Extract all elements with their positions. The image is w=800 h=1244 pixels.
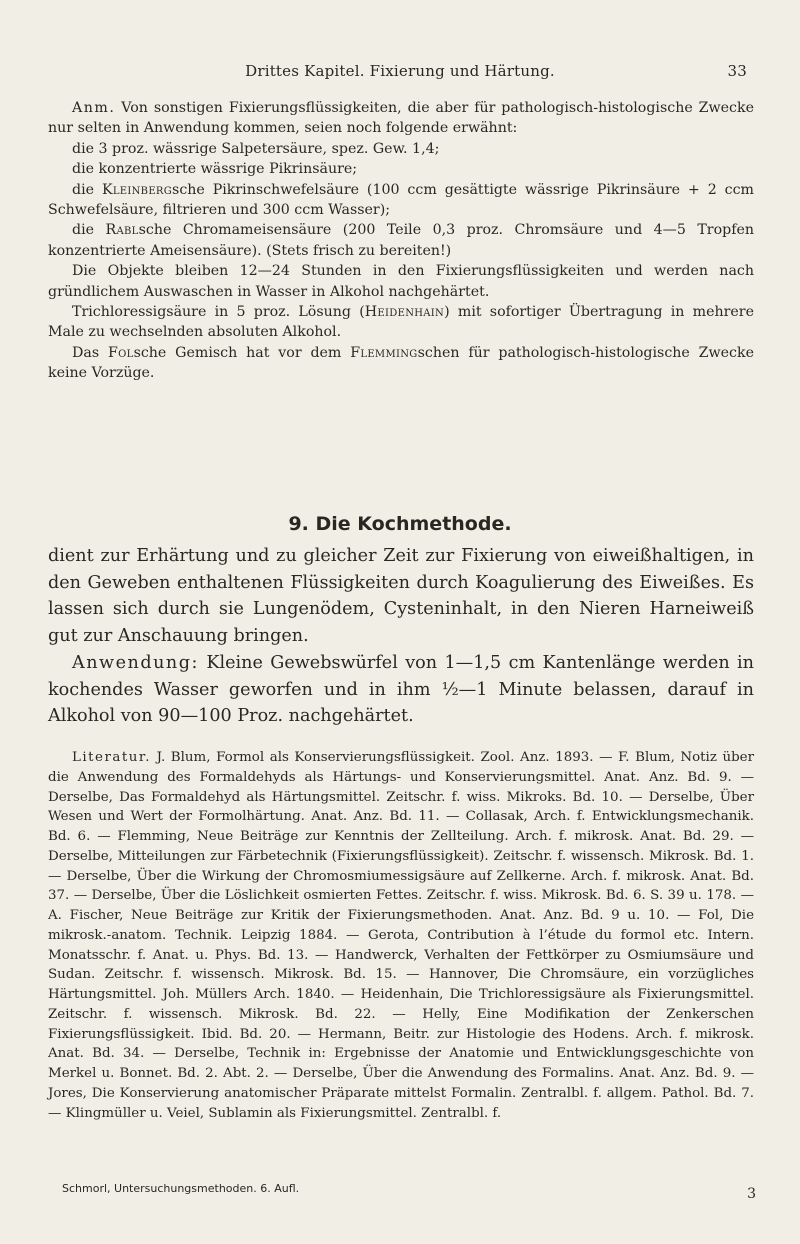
literature-label: Literatur.	[72, 750, 152, 765]
list-item-prefix: die	[72, 181, 102, 198]
anwendung-paragraph	[48, 650, 754, 730]
list-item: die konzentrierte wässrige Pikrinsäure;	[72, 161, 358, 178]
author-name: Fol	[107, 344, 134, 361]
literature-text: J. Blum, Formol als Konservierungsflüssigkeit. Zool. Anz. 1893. — F. Blum, Notiz über die Anwendung des Formaldehyds als Härtungs- und Konservierungsmittel. Anat. Anz. Bd. 9. — Derselbe, Das Formaldehyd als Härtungsmittel. Zeitschr. f. wiss. Mikroks. Bd. 10. — Derselbe, Über Wesen und Wert der Formolhärtung. Anat. Anz. Bd. 11. — Collasak, Arch. f. Entwicklungsmechanik. Bd. 6. — Flemming, Neue Beiträge zur Kenntnis der Zellteilung. Arch. f. mikrosk. Anat. Bd. 29. — Derselbe, Mitteilungen zur Färbetechnik (Fixierungsflüssigkeit). Zeitschr. f. wissensch. Mikrosk. Bd. 1. — Derselbe, Über die Wirkung der Chromosmiumessigsäure auf Zellkerne. Arch. f. mikrosk. Anat. Bd. 37. — Derselbe, Über die Löslichkeit osmierten Fettes. Zeitschr. f. wiss. Mikrosk. Bd. 6. S. 39 u. 178. — A. Fischer, Neue Beiträge zur Kritik der Fixierungsmethoden. Anat. Anz. Bd. 9 u. 10. — Fol, Die mikrosk.-anatom. Technik. Leipzig 1884. — Gerota, Contribution à l’étude du formol etc. Intern. Monatsschr. f. Anat. u. Phys. Bd. 13. — Handwerck, Verhalten der Fettkörper zu Osmiumsäure und Sudan. Zeitschr. f. wissensch. Mikrosk. Bd. 15. — Hannover, Die Chromsäure, ein vorzügliches Härtungsmittel. Joh. Müllers Arch. 1840. — Heidenhain, Die Trichloressigsäure als Fixierungsmittel. Zeitschr. f. wissensch. Mikrosk. Bd. 22. — Helly, Eine Modifikation der Zenkerschen Fixierungsflüssigkeit. Ibid. Bd. 20. — Hermann, Beitr. zur Histologie des Hodens. Arch. f. mikrosk. Anat. Bd. 34. — Derselbe, Technik in: Ergebnisse der Anatomie und Entwicklungsgeschichte von Merkel u. Bonnet. Bd. 2. Abt. 2. — Derselbe, Über die Anwendung des Formalins. Anat. Anz. Bd. 9. — Jores, Die Konservierung anatomischer Präparate mittelst Formalin. Zentralbl. f. allgem. Pathol. Bd. 7. — Klingmüller u. Veiel, Sublamin als Fixierungsmittel. Zentralbl. f.	[48, 750, 754, 1121]
printer-signature: Schmorl, Untersuchungsmethoden. 6. Aufl.	[62, 1182, 300, 1195]
author-name: Heidenhain	[364, 304, 445, 321]
list-item-text: sche Pikrinschwefelsäure (100 ccm gesättigte wässrige Pikrinsäure + 2 ccm Schwefelsäure, filtrieren und 300 ccm Wasser);	[48, 181, 754, 219]
note-paragraph: Die Objekte bleiben 12—24 Stunden in den Fixierungsflüssigkeiten und werden nach gründlichem Auswaschen in Wasser in Alkohol nachgehärtet.	[48, 263, 754, 300]
list-item	[48, 220, 754, 261]
list-item	[48, 180, 754, 221]
anwendung-label: Anwendung:	[72, 652, 199, 673]
anwendung-text: Kleine Gewebswürfel von 1—1,5 cm Kantenlänge werden in kochendes Wasser geworfen und in ihm ½—1 Minute belassen, darauf in Alkohol von 90—100 Proz. nachgehärtet.	[48, 652, 754, 727]
note-text: schen für pathologisch-histologische Zwecke keine Vorzüge.	[48, 344, 754, 382]
author-name: Rabl	[105, 222, 139, 239]
list-item-text: sche Chromameisensäure (200 Teile 0,3 proz. Chromsäure und 4—5 Tropfen konzentrierte Ameisensäure). (Stets frisch zu bereiten!)	[48, 222, 755, 259]
running-header	[0, 62, 800, 84]
note-text: ) mit sofortiger Übertragung in mehrere Male zu wechselnden absoluten Alkohol.	[48, 304, 754, 341]
section-body	[48, 543, 754, 730]
page-number: 33	[727, 62, 747, 80]
anm-paragraph	[48, 98, 754, 139]
note-text: Trichloressigsäure in 5 proz. Lösung (	[72, 304, 365, 321]
page-footer	[62, 1182, 756, 1202]
section-heading: 9. Die Kochmethode.	[288, 513, 512, 535]
note-paragraph	[48, 343, 754, 384]
author-name: Flemming	[350, 344, 418, 361]
list-item-prefix: die	[72, 222, 106, 239]
annotation-block	[48, 98, 754, 384]
anm-text: Von sonstigen Fixierungsflüssigkeiten, die aber für pathologisch-histologische Zwecke nur selten in Anwendung kommen, seien noch folgende erwähnt:	[48, 100, 754, 137]
chapter-title: Drittes Kapitel. Fixierung und Härtung.	[245, 62, 555, 80]
author-name: Kleinberg	[101, 181, 173, 198]
note-paragraph	[48, 302, 754, 343]
literature-block	[48, 748, 754, 1123]
anm-label: Anm.	[72, 100, 116, 116]
list-item: die 3 proz. wässrige Salpetersäure, spez. Gew. 1,4;	[72, 140, 440, 157]
sheet-mark: 3	[747, 1186, 756, 1202]
body-paragraph: dient zur Erhärtung und zu gleicher Zeit zur Fixierung von eiweißhaltigen, in den Geweben enthaltenen Flüssigkeiten durch Koagulierung des Eiweißes. Es lassen sich durch sie Lungenödem, Cysteninhalt, in den Nieren Harneiweiß gut zur Anschauung bringen.	[48, 546, 754, 647]
literature-paragraph	[48, 748, 754, 1123]
note-text: Das	[72, 344, 108, 361]
note-text: sche Gemisch hat vor dem	[133, 344, 351, 361]
